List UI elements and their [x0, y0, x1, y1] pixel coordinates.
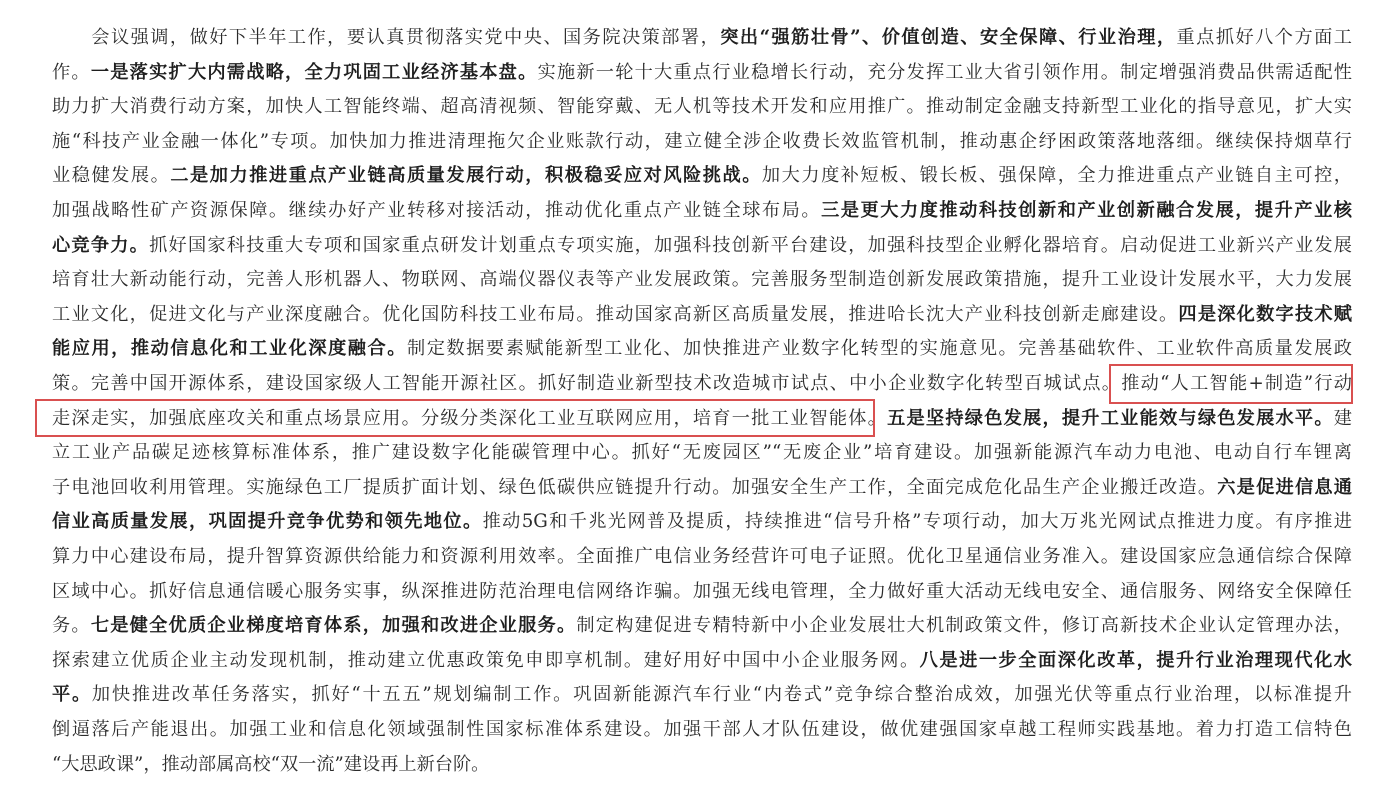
bold-text-segment: 突出“强筋壮骨”、价值创造、安全保障、行业治理， [720, 27, 1177, 48]
text-line [52, 90, 1352, 125]
text-line [52, 56, 1352, 91]
bold-text-segment: 心竞争力。 [52, 234, 150, 256]
text-segment: 实施新一轮十大重点行业稳增长行动，充分发挥工业大省引领作用。制定增强消费品供需适配性 [537, 61, 1352, 83]
text-segment: 加快推进改革任务落实，抓好“十五五”规划编制工作。巩固新能源汽车行业“内卷式”竞争综合整治成效，加强光伏等重点行业治理，以标准提升 [91, 684, 1352, 706]
text-line [52, 609, 1352, 644]
bold-text-segment: 信业高质量发展，巩固提升竞争优势和领先地位。 [52, 511, 483, 533]
text-segment: 作。 [52, 61, 91, 83]
bold-text-segment: 八是进一步全面深化改革，提升行业治理现代化水 [919, 649, 1352, 671]
text-line [52, 540, 1352, 575]
text-line [52, 678, 1352, 713]
text-line [52, 194, 1352, 229]
text-segment: 会议强调，做好下半年工作，要认真贯彻落实党中央、国务院决策部署， [52, 27, 721, 48]
text-line [52, 159, 1352, 194]
text-segment: 助力扩大消费行动方案，加快人工智能终端、超高清视频、智能穿戴、无人机等技术开发和应用推广。推动制定金融支持新型工业化的指导意见，扩大实 [52, 96, 1352, 118]
text-line [52, 644, 1352, 679]
text-segment: 务。 [52, 615, 91, 637]
text-line [52, 367, 1352, 402]
text-segment: 算力中心建设布局，提升智算资源供给能力和资源利用效率。全面推广电信业务经营许可电子证照。优化卫星通信业务准入。建设国家应急通信综合保障 [52, 546, 1352, 567]
text-segment: 立工业产品碳足迹核算标准体系，推广建设数字化能碳管理中心。抓好“无废园区”“无废企业”培育建设。加强新能源汽车动力电池、电动自行车锂离 [52, 442, 1352, 464]
text-segment: 业稳健发展。 [52, 165, 171, 187]
text-segment: 培育壮大新动能行动，完善人形机器人、物联网、高端仪器仪表等产业发展政策。完善服务型制造创新发展政策措施，提升工业设计发展水平，大力发展 [52, 269, 1352, 291]
bold-text-segment: 二是加力推进重点产业链高质量发展行动，积极稳妥应对风险挑战。 [170, 165, 762, 187]
text-line [52, 263, 1352, 298]
text-line [52, 298, 1352, 333]
bold-text-segment: 四是深化数字技术赋 [1178, 303, 1352, 325]
text-segment: 走深走实，加强底座攻关和重点场景应用。分级分类深化工业互联网应用，培育一批工业智能体。 [52, 407, 888, 429]
text-line [52, 471, 1352, 506]
text-segment: 加强战略性矿产资源保障。继续办好产业转移对接活动，推动优化重点产业链全球布局。 [52, 200, 822, 221]
text-segment: 倒逼落后产能退出。加强工业和信息化领域强制性国家标准体系建设。加强干部人才队伍建设，做优建强国家卓越工程师实践基地。着力打造工信特色 [52, 719, 1352, 740]
document-body [52, 21, 1352, 781]
text-line [52, 575, 1352, 610]
text-line [52, 748, 489, 783]
text-line [52, 229, 1352, 264]
text-segment: 重点抓好八个方面工 [1176, 27, 1352, 48]
text-segment: 制定数据要素赋能新型工业化、加快推进产业数字化转型的实施意见。完善基础软件、工业软件高质量发展政 [406, 338, 1352, 360]
bold-text-segment: 平。 [52, 684, 92, 706]
text-segment: 制定构建促进专精特新中小企业发展壮大机制政策文件，修订高新技术企业认定管理办法， [576, 615, 1352, 637]
text-line [52, 402, 1352, 437]
text-line [52, 125, 1352, 160]
bold-text-segment: 六是促进信息通 [1217, 476, 1352, 498]
text-line [52, 713, 1352, 748]
text-segment: 策。完善中国开源体系，建设国家级人工智能开源社区。抓好制造业新型技术改造城市试点、中小企业数字化转型百城试点。推动“人工智能+制造”行动 [52, 373, 1352, 394]
text-segment: 加大力度补短板、锻长板、强保障，全力推进重点产业链自主可控， [761, 165, 1352, 187]
text-segment: 子电池回收利用管理。实施绿色工厂提质扩面计划、绿色低碳供应链提升行动。加强安全生产工作，全面完成危化品生产企业搬迁改造。 [52, 476, 1218, 498]
text-segment: 区域中心。抓好信息通信暖心服务实事，纵深推进防范治理电信网络诈骗。加强无线电管理，全力做好重大活动无线电安全、通信服务、网络安全保障任 [52, 580, 1352, 602]
text-line [52, 505, 1352, 540]
text-line [52, 21, 1352, 56]
text-segment: “大思政课”，推动部属高校“双一流”建设再上新台阶。 [52, 753, 490, 775]
text-segment: 工业文化，促进文化与产业深度融合。优化国防科技工业布局。推动国家高新区高质量发展，推进哈长沈大产业科技创新走廊建设。 [52, 303, 1179, 325]
bold-text-segment: 一是落实扩大内需战略，全力巩固工业经济基本盘。 [90, 61, 538, 83]
text-line [52, 332, 1352, 367]
bold-text-segment: 能应用，推动信息化和工业化深度融合。 [52, 338, 407, 360]
bold-text-segment: 五是坚持绿色发展，提升工业能效与绿色发展水平。 [887, 407, 1334, 429]
text-segment: 推动5G和千兆光网普及提质，持续推进“信号升格”专项行动，加大万兆光网试点推进力度。有序推进 [482, 511, 1352, 533]
text-segment: 抓好国家科技重大专项和国家重点研发计划重点专项实施，加强科技创新平台建设，加强科技型企业孵化器培育。启动促进工业新兴产业发展 [149, 234, 1352, 256]
text-segment: 施“科技产业金融一体化”专项。加快加力推进清理拖欠企业账款行动，建立健全涉企收费长效监管机制，推动惠企纾困政策落地落细。继续保持烟草行 [52, 130, 1352, 152]
text-segment: 探索建立优质企业主动发现机制，推动建立优惠政策免申即享机制。建好用好中国中小企业服务网。 [52, 649, 920, 671]
text-segment: 建 [1333, 407, 1352, 429]
bold-text-segment: 七是健全优质企业梯度培育体系，加强和改进企业服务。 [90, 615, 577, 637]
text-line [52, 436, 1352, 471]
bold-text-segment: 三是更大力度推动科技创新和产业创新融合发展，提升产业核 [821, 200, 1352, 221]
